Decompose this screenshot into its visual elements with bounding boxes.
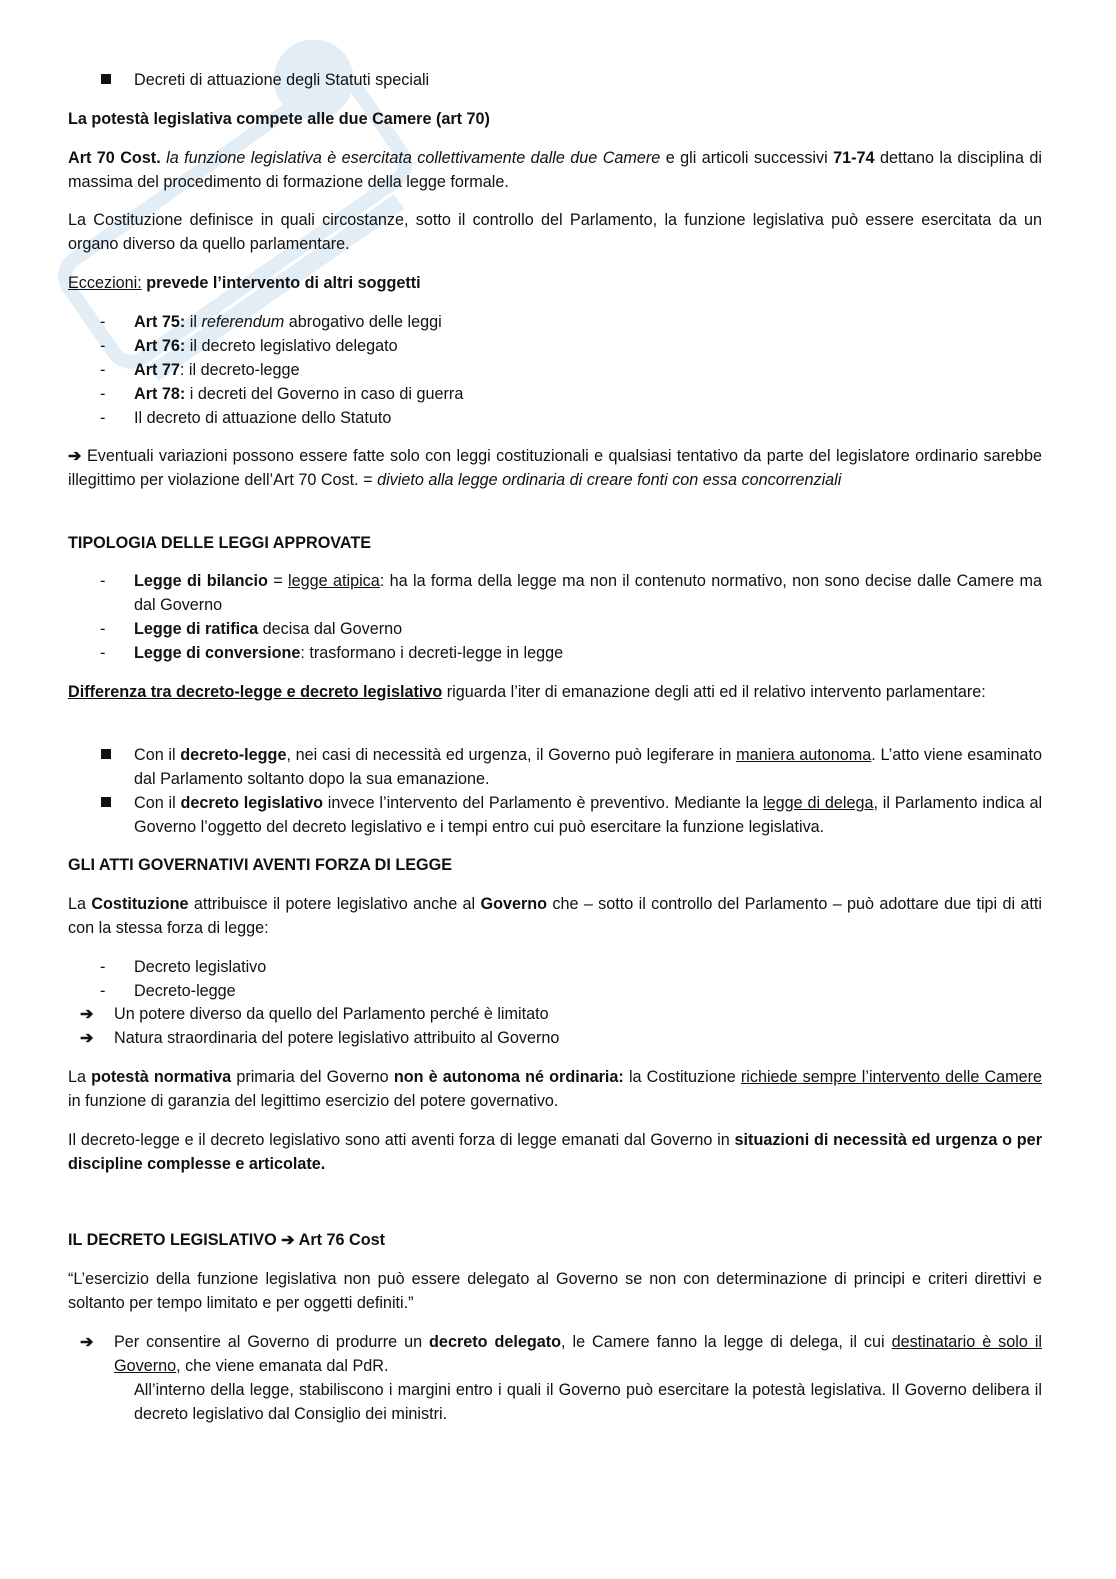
eccezioni-line: Eccezioni: prevede l’intervento di altri soggetti: [68, 274, 421, 292]
arrow-icon: ➔: [68, 447, 82, 465]
dash-bullet: -: [100, 958, 106, 976]
square-bullet-icon: [101, 74, 111, 84]
atti-list-item: Decreto legislativo: [134, 958, 267, 976]
dash-bullet: -: [100, 337, 106, 355]
art76-quote: “L’esercizio della funzione legislativa non può essere delegato al Governo se non con determinazione di principi e criteri direttivi e soltanto per tempo limitato e per oggetti definiti.”: [68, 1270, 1042, 1312]
dash-bullet: -: [100, 313, 106, 331]
variazioni-paragraph: ➔ Eventuali variazioni possono essere fatte solo con leggi costituzionali e qualsiasi tentativo da parte del legislatore ordinario sarebbe illegittimo per violazione dell’Art 70 Cost. = divieto alla legge ordinaria di creare fonti con essa concorrenziali: [68, 447, 1043, 489]
atti-list-item: Decreto-legge: [134, 982, 236, 1000]
costituzione-paragraph: La Costituzione definisce in quali circostanze, sotto il controllo del Parlamento, la funzione legislativa può essere esercitata da un organo diverso da quello parlamentare.: [68, 211, 1042, 253]
arrow-icon: ➔: [80, 1029, 94, 1047]
dash-bullet: -: [100, 620, 106, 638]
dash-bullet: -: [100, 982, 106, 1000]
heading-tipologia: TIPOLOGIA DELLE LEGGI APPROVATE: [68, 534, 372, 552]
heading-atti: GLI ATTI GOVERNATIVI AVENTI FORZA DI LEGGE: [68, 856, 452, 874]
exception-item: Art 77: il decreto-legge: [134, 361, 300, 379]
dash-bullet: -: [100, 409, 106, 427]
square-bullet-icon: [101, 749, 111, 759]
tipologia-item: Legge di bilancio = legge atipica: ha la forma della legge ma non il contenuto normativo, non sono decise dalle Camere ma dal Governo: [134, 572, 1043, 614]
atti-arrow-item: Natura straordinaria del potere legislativo attribuito al Governo: [114, 1029, 560, 1047]
tipologia-item: Legge di ratifica decisa dal Governo: [134, 620, 403, 638]
art70-paragraph: Art 70 Cost. la funzione legislativa è esercitata collettivamente dalle due Camere e gli articoli successivi 71-74 dettano la disciplina di massima del procedimento di formazione della legge formale.: [68, 149, 1043, 191]
heading-potesta: La potestà legislativa compete alle due Camere (art 70): [68, 110, 490, 128]
potesta-paragraph: La potestà normativa primaria del Governo non è autonoma né ordinaria: la Costituzione richiede sempre l’intervento delle Camere in funzione di garanzia del legittimo esercizio del potere governativo.: [68, 1068, 1043, 1110]
heading-decreto-legislativo: IL DECRETO LEGISLATIVO ➔ Art 76 Cost: [68, 1231, 386, 1249]
dash-bullet: -: [100, 361, 106, 379]
exception-item: Art 78: i decreti del Governo in caso di guerra: [134, 385, 464, 403]
statuti-item: Decreti di attuazione degli Statuti speciali: [134, 71, 430, 89]
final-arrow-item: Per consentire al Governo di produrre un decreto delegato, le Camere fanno la legge di delega, il cui destinatario è solo il Governo, che viene emanata dal PdR.: [114, 1333, 1043, 1375]
dash-bullet: -: [100, 644, 106, 662]
exception-item: Art 76: il decreto legislativo delegato: [134, 337, 398, 355]
diff-item: Con il decreto-legge, nei casi di necessità ed urgenza, il Governo può legiferare in maniera autonoma. L’atto viene esaminato dal Parlamento soltanto dopo la sua emanazione.: [134, 746, 1042, 788]
differenza-paragraph: Differenza tra decreto-legge e decreto legislativo riguarda l’iter di emanazione degli atti ed il relativo intervento parlamentare:: [68, 683, 986, 701]
arrow-icon: ➔: [80, 1005, 94, 1023]
arrow-icon: ➔: [80, 1333, 94, 1351]
exception-item: Il decreto di attuazione dello Statuto: [134, 409, 392, 427]
final-paragraph: All’interno della legge, stabiliscono i margini entro i quali il Governo può esercitare la potestà legislativa. Il Governo delibera il decreto legislativo dal Consiglio dei ministri.: [134, 1381, 1042, 1423]
decreto-paragraph: Il decreto-legge e il decreto legislativo sono atti aventi forza di legge emanati dal Governo in situazioni di necessità ed urgenza o per discipline complesse e articolate.: [68, 1131, 1042, 1173]
dash-bullet: -: [100, 385, 106, 403]
diff-item: Con il decreto legislativo invece l’intervento del Parlamento è preventivo. Mediante la legge di delega, il Parlamento indica al Governo l’oggetto del decreto legislativo e i tempi entro cui può esercitare la funzione legislativa.: [134, 794, 1043, 836]
arrow-icon: ➔: [281, 1231, 295, 1249]
dash-bullet: -: [100, 572, 106, 590]
tipologia-item: Legge di conversione: trasformano i decreti-legge in legge: [134, 644, 564, 662]
exception-item: Art 75: il referendum abrogativo delle leggi: [134, 313, 442, 331]
atti-paragraph: La Costituzione attribuisce il potere legislativo anche al Governo che – sotto il controllo del Parlamento – può adottare due tipi di atti con la stessa forza di legge:: [68, 895, 1043, 937]
square-bullet-icon: [101, 797, 111, 807]
atti-arrow-item: Un potere diverso da quello del Parlamento perché è limitato: [114, 1005, 549, 1023]
